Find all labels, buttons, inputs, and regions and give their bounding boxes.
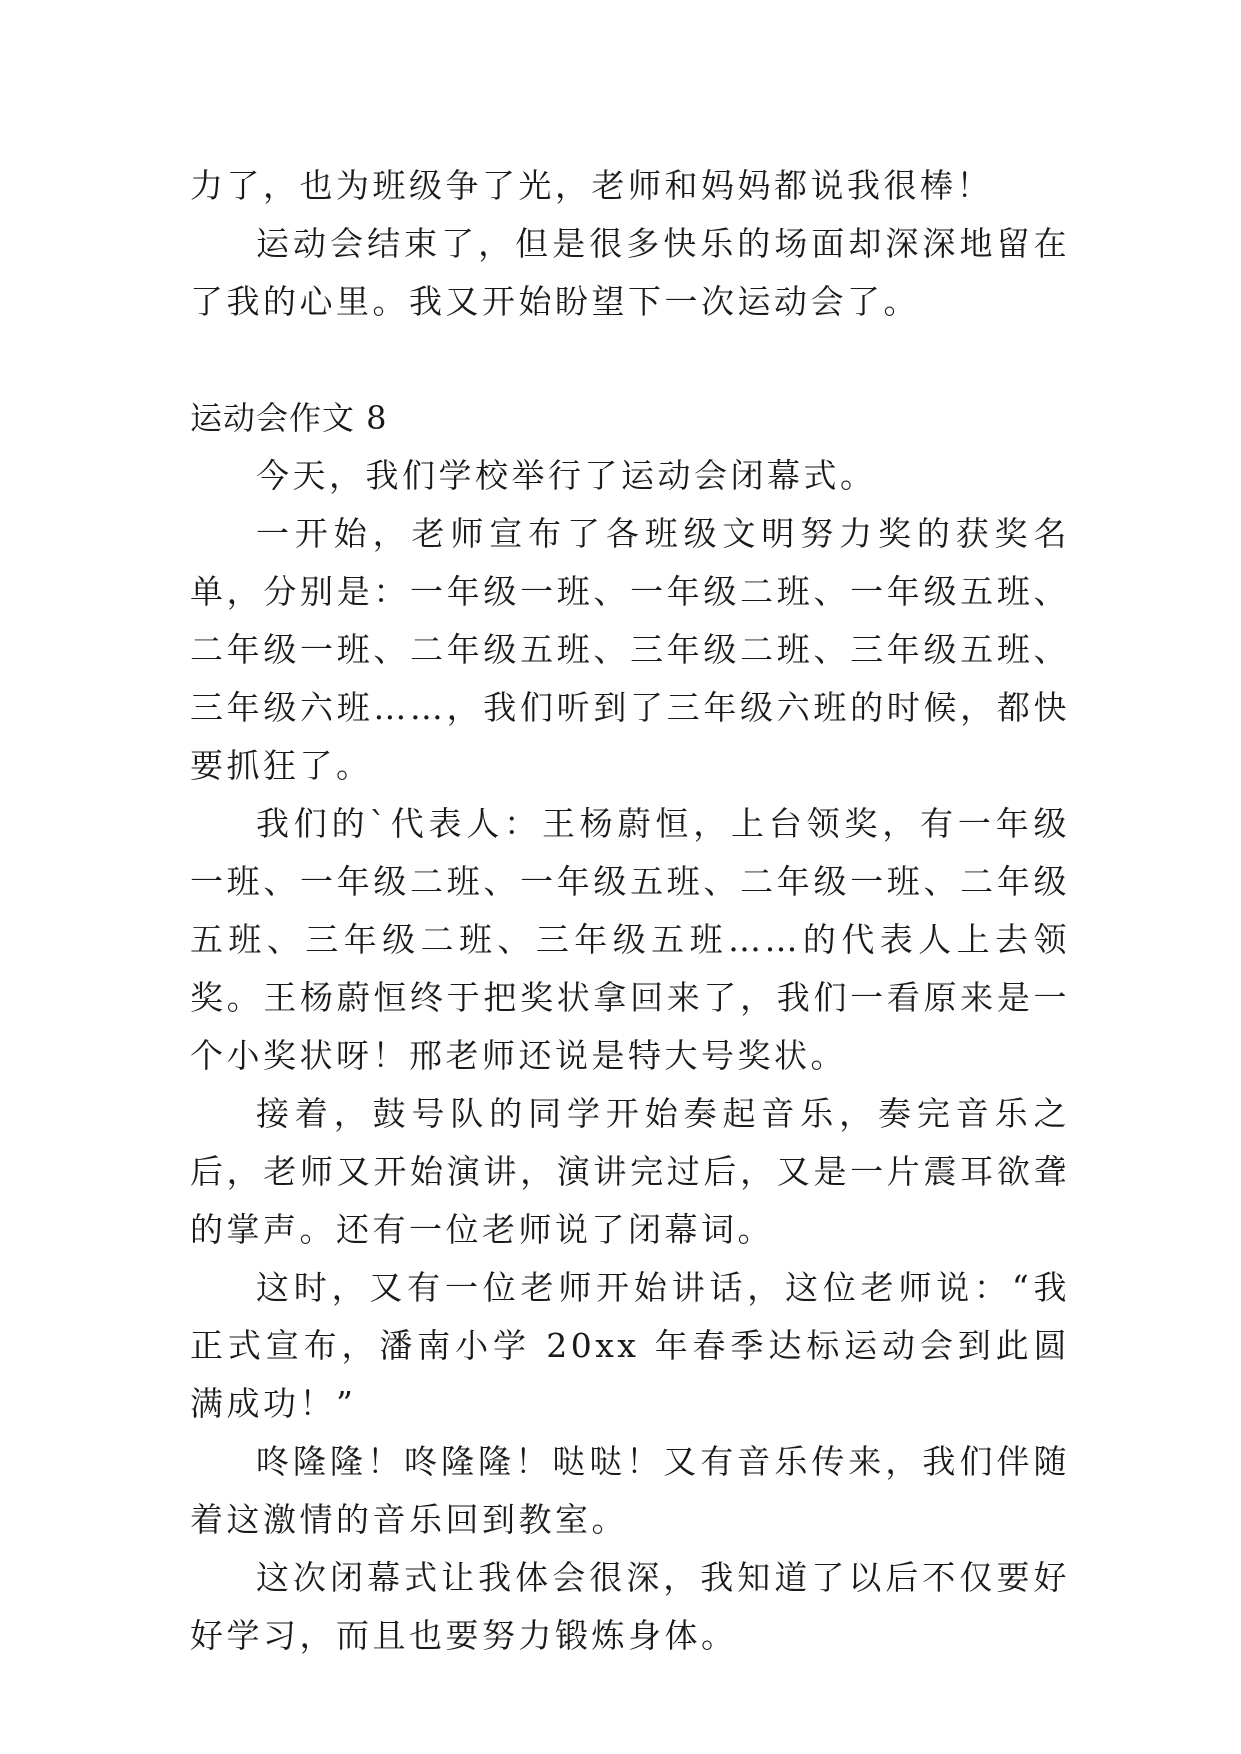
paragraph-3: 我们的`代表人：王杨蔚恒，上台领奖，有一年级一班、一年级二班、一年级五班、二年级一班、二年级五班、三年级二班、三年级五班……的代表人上去领奖。王杨蔚恒终于把奖状拿回来了，我们一看原来是一个小奖状呀！邢老师还说是特大号奖状。 (190, 804, 1070, 1075)
paragraph-7: 这次闭幕式让我体会很深，我知道了以后不仅要好好学习，而且也要努力锻炼身体。 (190, 1558, 1070, 1655)
paragraph-continued: 力了，也为班级争了光，老师和妈妈都说我很棒！ (190, 166, 993, 205)
paragraph-2: 一开始，老师宣布了各班级文明努力奖的获奖名单，分别是：一年级一班、一年级二班、一年级五班、二年级一班、二年级五班、三年级二班、三年级五班、三年级六班……，我们听到了三年级六班的时候，都快要抓狂了。 (190, 514, 1070, 785)
paragraph-4: 接着，鼓号队的同学开始奏起音乐，奏完音乐之后，老师又开始演讲，演讲完过后，又是一片震耳欲聋的掌声。还有一位老师说了闭幕词。 (190, 1094, 1070, 1249)
paragraph-1: 今天，我们学校举行了运动会闭幕式。 (256, 456, 877, 495)
section-title: 运动会作文 8 (190, 399, 388, 437)
document-page (190, 157, 1070, 1665)
section-gap (190, 331, 1070, 389)
paragraph-closing: 运动会结束了，但是很多快乐的场面却深深地留在了我的心里。我又开始盼望下一次运动会了。 (190, 224, 1070, 321)
paragraph-5: 这时，又有一位老师开始讲话，这位老师说：“我正式宣布，潘南小学 20xx 年春季达标运动会到此圆满成功！” (190, 1268, 1070, 1423)
paragraph-6: 咚隆隆！咚隆隆！哒哒！又有音乐传来，我们伴随着这激情的音乐回到教室。 (190, 1442, 1070, 1539)
